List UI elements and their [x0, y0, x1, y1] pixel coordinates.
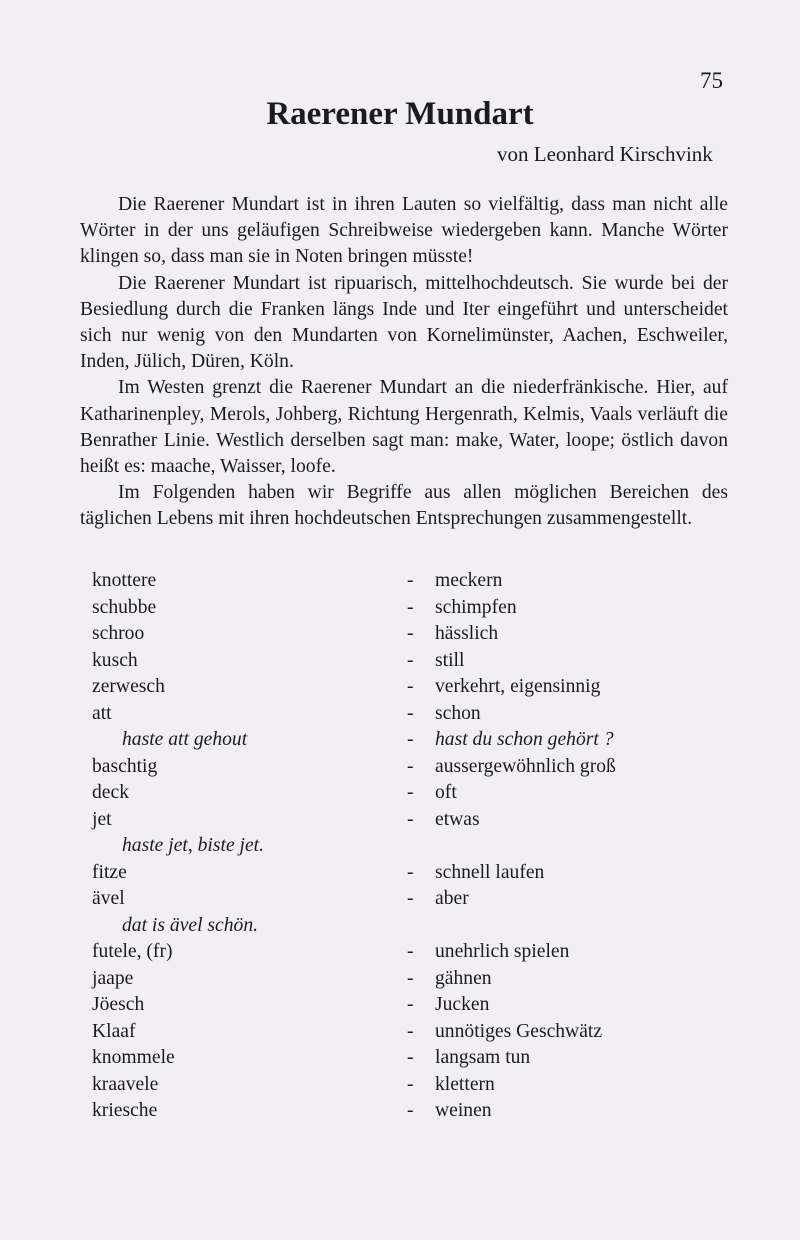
vocabulary-row: [92, 780, 732, 807]
page-number: 75: [700, 68, 723, 93]
paragraph-origin: Die Raerener Mundart ist ripuarisch, mittelhochdeutsch. Sie wurde bei der Besiedlung durch die Franken längs Inde und Iter eingeführt und unterscheidet sich nur wenig von den Mundarten von Kornelimünster, Aachen, Eschweiler, Inden, Jülich, Düren, Köln.: [80, 272, 728, 373]
paragraph-glossary-intro: Im Folgenden haben wir Begriffe aus allen möglichen Bereichen des täglichen Lebens mit ihren hochdeutschen Entsprechungen zusammengestellt.: [80, 482, 728, 530]
dialect-term: kriesche: [92, 1100, 158, 1121]
vocabulary-row: [92, 939, 732, 966]
vocabulary-row: [92, 674, 732, 701]
vocabulary-row: [92, 754, 732, 781]
dialect-example: haste att gehout: [122, 729, 248, 750]
standard-german-meaning: schnell laufen: [435, 861, 545, 883]
separator-dash: -: [407, 782, 414, 803]
separator-dash: -: [407, 861, 414, 883]
standard-german-meaning: schon: [435, 702, 481, 724]
dialect-example: haste jet, biste jet.: [122, 835, 265, 856]
vocabulary-row: [92, 648, 732, 675]
vocabulary-row: [92, 701, 732, 728]
separator-dash: -: [407, 755, 414, 777]
standard-german-meaning: meckern: [435, 570, 503, 591]
dialect-term: fitze: [92, 861, 127, 883]
example-sentence-row: [92, 913, 732, 940]
dialect-term: schroo: [92, 623, 145, 644]
dialect-term: schubbe: [92, 596, 157, 618]
dialect-term: kusch: [92, 649, 138, 671]
separator-dash: -: [407, 702, 414, 724]
vocabulary-list: [92, 568, 732, 1125]
vocabulary-row: [92, 992, 732, 1019]
standard-german-meaning: schimpfen: [435, 596, 517, 618]
separator-dash: -: [407, 808, 414, 830]
separator-dash: -: [407, 596, 414, 618]
standard-german-meaning: weinen: [435, 1100, 492, 1121]
vocabulary-row: [92, 807, 732, 834]
dialect-term: kraavele: [92, 1073, 159, 1095]
standard-german-meaning: verkehrt, eigensinnig: [435, 676, 601, 697]
separator-dash: -: [407, 1020, 414, 1042]
standard-german-meaning: hässlich: [435, 623, 499, 644]
vocabulary-row: [92, 1072, 732, 1099]
paragraph-border: Im Westen grenzt die Raerener Mundart an die niederfränkische. Hier, auf Katharinenpley, Merols, Johberg, Richtung Hergenrath, Kelmis, Vaals verläuft die Benrather Linie. Westlich derselben sagt man: make, Water, loope; östlich davon heißt es: maache, Waisser, loofe.: [80, 377, 728, 478]
dialect-term: zerwesch: [92, 676, 165, 697]
dialect-term: futele, (fr): [92, 941, 173, 962]
separator-dash: -: [407, 888, 414, 909]
vocabulary-row: [92, 568, 732, 595]
standard-german-meaning: unehrlich spielen: [435, 941, 570, 962]
standard-german-meaning: oft: [435, 782, 457, 803]
dialect-term: Klaaf: [92, 1020, 136, 1042]
vocabulary-row: [92, 1045, 732, 1072]
paragraph-intro: Die Raerener Mundart ist in ihren Lauten so vielfältig, dass man nicht alle Wörter in der uns geläufigen Schreibweise wiedergeben kann. Manche Wörter klingen so, dass man sie in Noten bringen müsste!: [80, 194, 728, 268]
separator-dash: -: [407, 676, 414, 697]
dialect-term: Jöesch: [92, 994, 145, 1015]
dialect-example: dat is ävel schön.: [122, 914, 259, 936]
dialect-term: baschtig: [92, 755, 158, 777]
dialect-term: knottere: [92, 570, 157, 591]
example-sentence-row: [92, 727, 732, 754]
vocabulary-row: [92, 595, 732, 622]
vocabulary-row: [92, 621, 732, 648]
separator-dash: -: [407, 649, 414, 671]
standard-german-meaning: still: [435, 649, 465, 671]
dialect-term: jet: [92, 808, 112, 830]
separator-dash: -: [407, 967, 414, 989]
standard-german-meaning: langsam tun: [435, 1047, 531, 1068]
dialect-term: knommele: [92, 1047, 175, 1068]
separator-dash: -: [407, 729, 414, 750]
standard-german-meaning: aussergewöhnlich groß: [435, 755, 616, 777]
standard-german-meaning: aber: [435, 888, 469, 909]
author-byline: von Leonhard Kirschvink: [497, 142, 713, 166]
vocabulary-row: [92, 860, 732, 887]
example-sentence-row: [92, 833, 732, 860]
dialect-term: ävel: [92, 888, 125, 909]
separator-dash: -: [407, 941, 414, 962]
standard-german-meaning: Jucken: [435, 994, 490, 1015]
separator-dash: -: [407, 1100, 414, 1121]
dialect-term: att: [92, 702, 112, 724]
vocabulary-row: [92, 1019, 732, 1046]
standard-german-meaning: klettern: [435, 1073, 495, 1095]
separator-dash: -: [407, 994, 414, 1015]
vocabulary-row: [92, 886, 732, 913]
separator-dash: -: [407, 623, 414, 644]
dialect-term: jaape: [92, 967, 134, 989]
standard-german-meaning: etwas: [435, 808, 480, 830]
article-title: Raerener Mundart: [266, 96, 534, 132]
article-body: [80, 192, 728, 533]
vocabulary-row: [92, 1098, 732, 1125]
separator-dash: -: [407, 1047, 414, 1068]
standard-german-meaning: unnötiges Geschwätz: [435, 1020, 603, 1042]
standard-german-meaning: gähnen: [435, 967, 492, 989]
separator-dash: -: [407, 1073, 414, 1095]
dialect-term: deck: [92, 782, 129, 803]
example-translation: hast du schon gehört ?: [435, 729, 614, 750]
vocabulary-row: [92, 966, 732, 993]
separator-dash: -: [407, 570, 414, 591]
